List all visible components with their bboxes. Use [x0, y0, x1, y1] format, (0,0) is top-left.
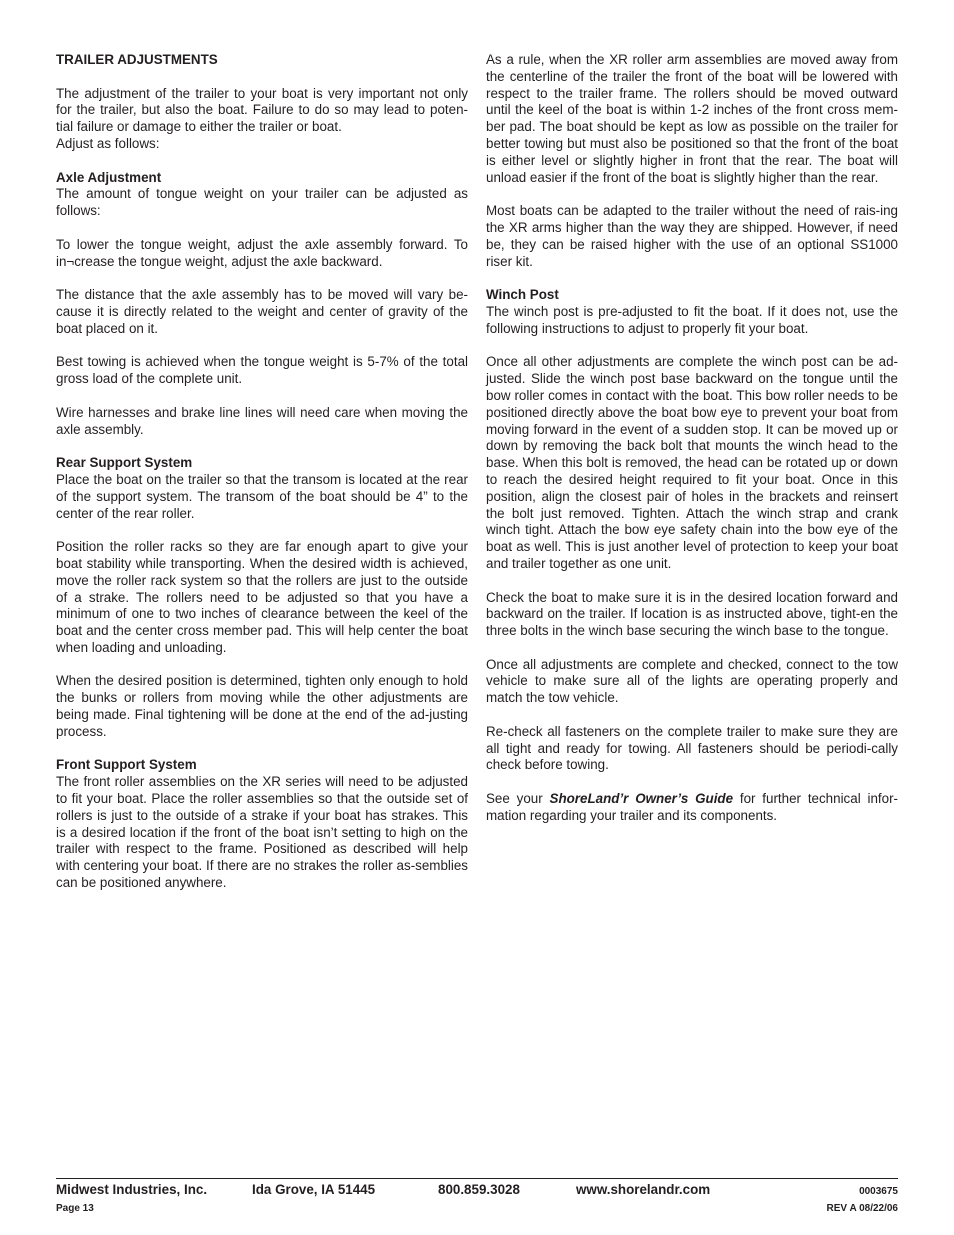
- footer-doc-number: 0003675: [859, 1186, 898, 1197]
- rear-paragraph-2: Position the roller racks so they are far enough apart to give your boat stability while transporting. When the desired width is achieved, move the roller rack system so that the rollers are just to the outside of a strake. The rollers need to be adjusted so that you have a minimum of one to two inches of clearance between the keel of the boat and the center cross member pad. This will help center the boat when loading and unloading.: [56, 539, 468, 655]
- winch-paragraph-1: The winch post is pre-adjusted to fit the boat. If it does not, use the following instructions to adjust to properly fit your boat.: [486, 303, 898, 336]
- page-footer: [56, 1182, 898, 1216]
- axle-paragraph-5: Wire harnesses and brake line lines will need care when moving the axle assembly.: [56, 404, 468, 437]
- front-heading: Front Support System: [56, 757, 197, 773]
- winch-heading: Winch Post: [486, 287, 559, 303]
- axle-paragraph-4: Best towing is achieved when the tongue weight is 5-7% of the total gross load of the complete unit.: [56, 354, 468, 387]
- xr-paragraph-2: Most boats can be adapted to the trailer without the need of rais-ing the XR arms higher than the way they are shipped. However, if need be, they can be raised higher with the use of an optional SS1000 riser kit.: [486, 203, 898, 269]
- owners-guide-paragraph: [486, 791, 898, 825]
- axle-paragraph-3: The distance that the axle assembly has to be moved will vary be-cause it is directly related to the weight and center of gravity of the boat placed on it.: [56, 287, 468, 336]
- rear-heading: Rear Support System: [56, 455, 193, 471]
- winch-paragraph-3: Check the boat to make sure it is in the desired location forward and backward on the trailer. If location is as instructed above, tight-en the three bolts in the winch base securing the winch base to the tongue.: [486, 589, 898, 639]
- intro-follow: Adjust as follows:: [56, 135, 160, 151]
- axle-paragraph-1: The amount of tongue weight on your trailer can be adjusted as follows:: [56, 186, 468, 219]
- left-column: [56, 52, 468, 909]
- footer-page-number: Page 13: [56, 1203, 94, 1214]
- footer-company: Midwest Industries, Inc.: [56, 1182, 208, 1197]
- footer-phone: 800.859.3028: [438, 1182, 520, 1197]
- footer-website: www.shorelandr.com: [576, 1182, 711, 1197]
- front-paragraph-1: The front roller assemblies on the XR series will need to be adjusted to fit your boat. Place the roller assemblies so that the outside set of rollers is just to the outside of a strake if your boat has strakes. This is a desired location if the front of the boat isn’t setting to high on the trailer with respect to the frame. Positioned as described will help with centering your boat. If there are no strakes the roller as-semblies can be positioned anywhere.: [56, 774, 468, 891]
- rear-paragraph-1: Place the boat on the trailer so that the transom is located at the rear of the support system. The transom of the boat should be 4” to the center of the rear roller.: [56, 471, 468, 521]
- section-title: TRAILER ADJUSTMENTS: [56, 52, 218, 67]
- winch-paragraph-4: Once all adjustments are complete and checked, connect to the tow vehicle to make sure all of the lights are operating properly and match the tow vehicle.: [486, 656, 898, 706]
- guide-prefix: See your: [486, 791, 550, 807]
- owners-guide-title: ShoreLand’r Owner’s Guide: [549, 791, 734, 807]
- intro-paragraph: The adjustment of the trailer to your boat is very important not only for the trailer, but also the boat. Failure to do so may lead to poten-tial failure or damage to either the trailer or boat.: [56, 85, 468, 135]
- footer-divider: [56, 1178, 898, 1179]
- axle-heading: Axle Adjustment: [56, 169, 162, 185]
- footer-revision: REV A 08/22/06: [826, 1203, 898, 1214]
- guide-suffix: for further technical infor-mation regarding your trailer and its components.: [486, 791, 898, 823]
- winch-paragraph-2: Once all other adjustments are complete the winch post can be ad-justed. Slide the winch post base backward on the tongue until the bow roller comes in contact with the boat. This bow roller needs to be positioned directly above the boat bow eye to prevent your boat from moving forward in the event of a sudden stop. It can be moved up or down by removing the back bolt that mounts the winch head to the base. When this bolt is removed, the head can be rotated up or down to reach the desired height required to fit your boat. Once in this position, align the closest pair of holes in the brackets and reinsert the bolt just removed. Tighten. Attach the winch strap and crank winch tight. Attach the bow eye safety chain into the bow eye of the boat as well. This is just another level of protection to keep your boat and trailer together as one unit.: [486, 354, 898, 571]
- rear-paragraph-3: When the desired position is determined, tighten only enough to hold the bunks or rollers from moving while the other adjustments are being made. Final tightening will be done at the end of the ad-justing process.: [56, 673, 468, 739]
- right-column: [486, 52, 898, 841]
- winch-paragraph-5: Re-check all fasteners on the complete trailer to make sure they are all tight and ready for towing. All fasteners should be periodi-cally check before towing.: [486, 723, 898, 773]
- axle-paragraph-2: To lower the tongue weight, adjust the axle assembly forward. To in¬crease the tongue weight, adjust the axle backward.: [56, 236, 468, 269]
- footer-location: Ida Grove, IA 51445: [252, 1182, 376, 1197]
- xr-paragraph-1: As a rule, when the XR roller arm assemblies are moved away from the centerline of the trailer the front of the boat will be lowered with respect to the trailer frame. The rollers should be moved outward until the keel of the boat is within 1-2 inches of the front cross mem-ber pad. The boat should be kept as low as possible on the trailer for better towing but must also be positioned so that the front of the boat is either level or slightly higher in front that the rear. The boat will unload easier if the front of the boat is slightly higher than the rear.: [486, 52, 898, 185]
